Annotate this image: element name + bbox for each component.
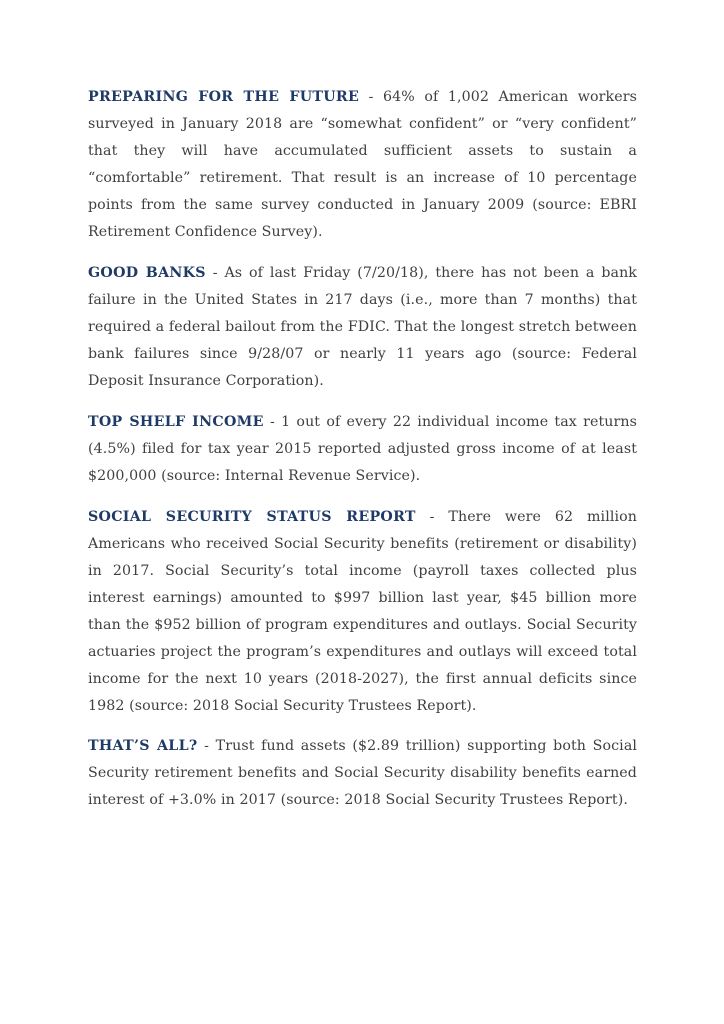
paragraph-top-shelf-income bbox=[88, 409, 637, 490]
paragraph-preparing-for-the-future bbox=[88, 84, 637, 246]
heading-separator: - bbox=[359, 89, 384, 105]
heading-separator: - bbox=[205, 265, 225, 281]
paragraph-body: 1 out of every 22 individual income tax returns (4.5%) filed for tax year 2015 reported adjusted gross income of at least $200,000 (source: Internal Revenue Service). bbox=[88, 414, 637, 484]
paragraph-good-banks bbox=[88, 260, 637, 395]
heading-separator: - bbox=[415, 509, 449, 525]
paragraph-thats-all bbox=[88, 733, 637, 814]
paragraph-social-security-status-report bbox=[88, 504, 637, 720]
paragraph-body: As of last Friday (7/20/18), there has not been a bank failure in the United States in 217 days (i.e., more than 7 months) that required a federal bailout from the FDIC. That the longest stretch between bank failures since 9/28/07 or nearly 11 years ago (source: Federal Deposit Insurance Corporation). bbox=[88, 265, 637, 389]
paragraph-heading: SOCIAL SECURITY STATUS REPORT bbox=[88, 509, 416, 525]
paragraph-body: There were 62 million Americans who received Social Security benefits (retirement or disability) in 2017. Social Security’s total income (payroll taxes collected plus interest earnings) amounted to $997 billion last year, $45 billion more than the $952 billion of program expenditures and outlays. Social Security actuaries project the program’s expenditures and outlays will exceed total income for the next 10 years (2018-2027), the first annual deficits since 1982 (source: 2018 Social Security Trustees Report). bbox=[88, 509, 637, 714]
document-page bbox=[88, 84, 637, 828]
paragraph-body: 64% of 1,002 American workers surveyed in January 2018 are “somewhat confident” or “very confident” that they will have accumulated sufficient assets to sustain a “comfortable” retirement. That result is an increase of 10 percentage points from the same survey conducted in January 2009 (source: EBRI Retirement Confidence Survey). bbox=[88, 89, 637, 240]
paragraph-heading: TOP SHELF INCOME bbox=[88, 414, 264, 430]
paragraph-heading: THAT’S ALL? bbox=[88, 738, 198, 754]
paragraph-body: Trust fund assets ($2.89 trillion) supporting both Social Security retirement benefits and Social Security disability benefits earned interest of +3.0% in 2017 (source: 2018 Social Security Trustees Report). bbox=[88, 738, 638, 808]
paragraph-heading: PREPARING FOR THE FUTURE bbox=[88, 89, 360, 105]
heading-separator: - bbox=[197, 738, 216, 754]
paragraph-heading: GOOD BANKS bbox=[88, 265, 206, 281]
heading-separator: - bbox=[263, 414, 282, 430]
